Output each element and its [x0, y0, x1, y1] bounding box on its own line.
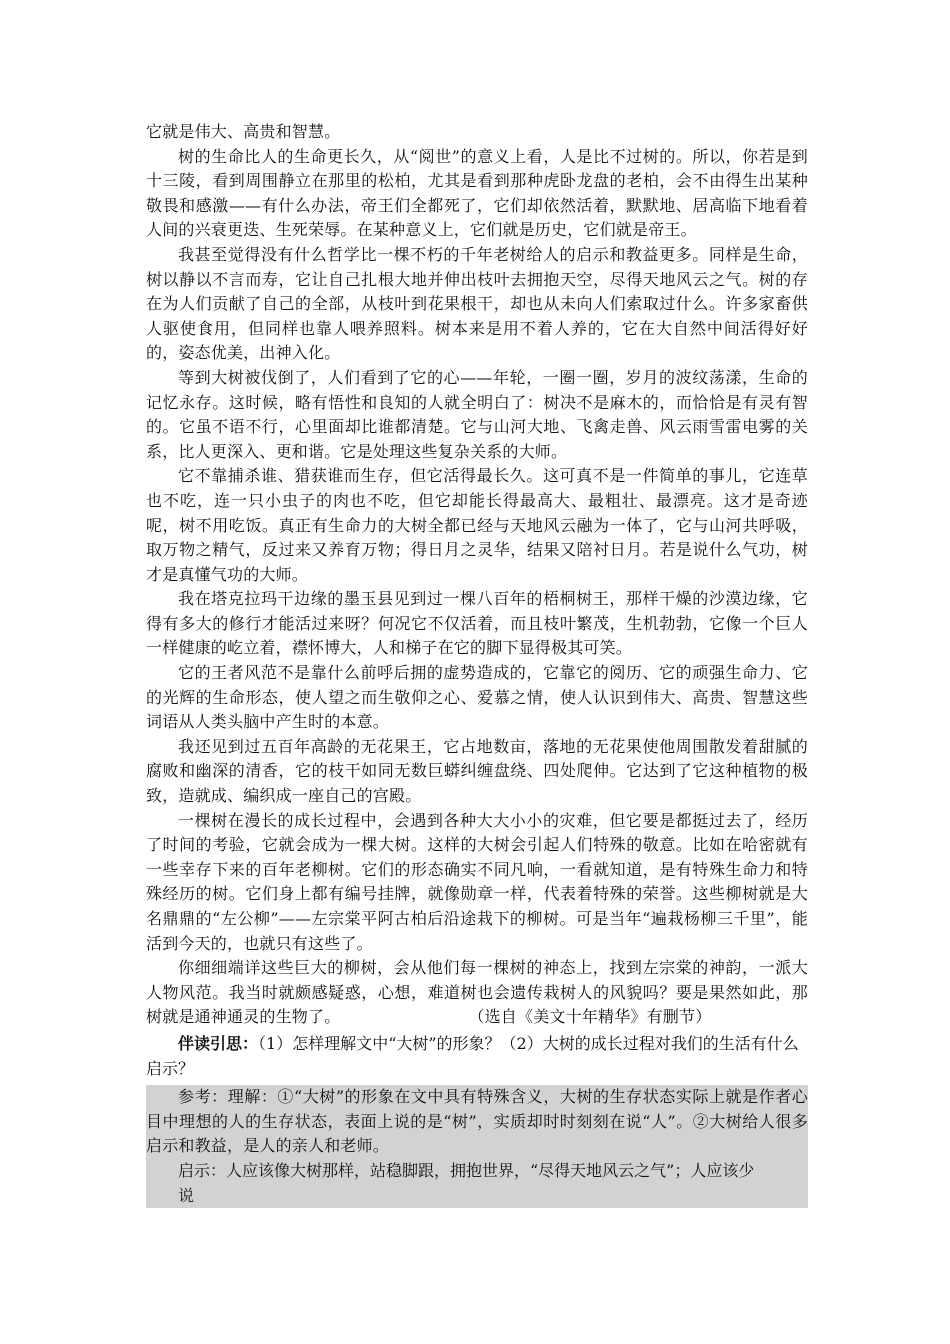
- insight-line-2: [178, 1184, 808, 1209]
- paragraph: 它不靠捕杀谁、猎获谁而生存，但它活得最长久。这可真不是一件简单的事儿，它连草也不吃，连一只小虫子的肉也不吃，但它却能长得最高大、最粗壮、最漂亮。这才是奇迹呢，树不用吃饭。真正有生命力的大树全都已经与天地风云融为一体了，它与山河共呼吸，取万物之精气，反过来又养育万物；得日月之灵华，结果又陪衬日月。若是说什么气功，树才是真懂气功的大师。: [146, 466, 808, 584]
- reference-answer-block: [146, 1085, 808, 1159]
- guide-label: 伴读引思：: [178, 1033, 259, 1053]
- paragraph: 树的生命比人的生命更长久，从“阅世”的意义上看，人是比不过树的。所以，你若是到十三陵，看到周围静立在那里的松柏，尤其是看到那种虎卧龙盘的老柏，会不由得生出某种敬畏和感激——有什么办法，帝王们全都死了，它们却依然活着，默默地、居高临下地看着人间的兴衰更迭、生死荣辱。在某种意义上，它们就是历史，它们就是帝王。: [146, 146, 808, 240]
- guide-questions: （1）怎样理解文中“大树”的形象？（2）大树的成长过程对我们的生活有什么启示？: [146, 1033, 799, 1078]
- paragraph-text: 你细细端详这些巨大的柳树，会从他们每一棵树的神态上，找到左宗棠的神韵，一派大人物风范。我当时就颇感疑惑，心想，难道树也会遗传栽树人的风貌吗？要是果然如此，那树就是通神通灵的生物了。: [146, 958, 808, 1027]
- reference-text: 参考：理解：①“大树”的形象在文中具有特殊含义，大树的生存状态实际上就是作者心目中理想的人的生存状态，表面上说的是“树”，实质却时时刻刻在说“人”。②大树给人很多启示和教益，是人的亲人和老师。: [146, 1087, 808, 1156]
- article-body: [146, 120, 808, 1208]
- paragraph: 它就是伟大、高贵和智慧。: [146, 122, 341, 141]
- paragraph: 它的王者风范不是靠什么前呼后拥的虚势造成的，它靠它的阅历、它的顽强生命力、它的光辉的生命形态，使人望之而生敬仰之心、爱慕之情，使人认识到伟大、高贵、智慧这些词语从人类头脑中产生时的本意。: [146, 663, 808, 732]
- paragraph: 我甚至觉得没有什么哲学比一棵不朽的千年老树给人的启示和教益更多。同样是生命，树以静以不言而寿，它让自己扎根大地并伸出枝叶去拥抱天空，尽得天地风云之气。树的存在为人们贡献了自己的全部，从枝叶到花果根干，却也从未向人们索取过什么。许多家畜供人驱使食用，但同样也靠人喂养照料。树本来是用不着人养的，它在大自然中间活得好好的，姿态优美，出神入化。: [146, 244, 808, 363]
- paragraph-last: [146, 956, 808, 1030]
- paragraph: 一棵树在漫长的成长过程中，会遇到各种大大小小的灾难，但它要是都挺过去了，经历了时间的考验，它就会成为一棵大树。这样的大树会引起人们特殊的敬意。比如在哈密就有一些幸存下来的百年老柳树。它们的形态确实不同凡响，一看就知道，是有特殊生命力和特殊经历的树。它们身上都有编号挂牌，就像勋章一样，代表着特殊的荣誉。这些柳树就是大名鼎鼎的“左公柳”——左宗棠平阿古柏后沿途栽下的柳树。可是当年“遍栽杨柳三千里”，能活到今天的，也就只有这些了。: [146, 810, 808, 953]
- source-note: （选自《美文十年精华》有删节）: [468, 1007, 712, 1027]
- paragraph: 等到大树被伐倒了，人们看到了它的心——年轮，一圈一圈，岁月的波纹荡漾，生命的记忆永存。这时候，略有悟性和良知的人就全明白了：树决不是麻木的，而恰恰是有灵有智的。它虽不语不行，心里面却比谁都清楚。它与山河大地、飞禽走兽、风云雨雪雷电雾的关系，比人更深入、更和谐。它是处理这些复杂关系的大师。: [146, 367, 808, 461]
- insight-block: [146, 1159, 808, 1208]
- paragraph: 我在塔克拉玛干边缘的墨玉县见到过一棵八百年的梧桐树王，那样干燥的沙漠边缘，它得有多大的修行才能活过来呀？何况它不仅活着，而且枝叶繁茂，生机勃勃，它像一个巨人一样健康的屹立着，襟怀博大，人和梯子在它的脚下显得极其可笑。: [146, 589, 808, 658]
- insight-line-1: 启示：人应该像大树那样，站稳脚跟，拥抱世界，“尽得天地风云之气”；人应该少: [178, 1160, 755, 1180]
- reading-guide: [146, 1032, 808, 1081]
- paragraph: 我还见到过五百年高龄的无花果王，它占地数亩，落地的无花果使他周围散发着甜腻的腐败和幽深的清香，它的枝干如同无数巨蟒纠缠盘绕、四处爬伸。它达到了它这种植物的极致，造就成、编织成一座自己的宫殿。: [146, 736, 808, 806]
- insight-line-2-text: 说: [178, 1185, 195, 1205]
